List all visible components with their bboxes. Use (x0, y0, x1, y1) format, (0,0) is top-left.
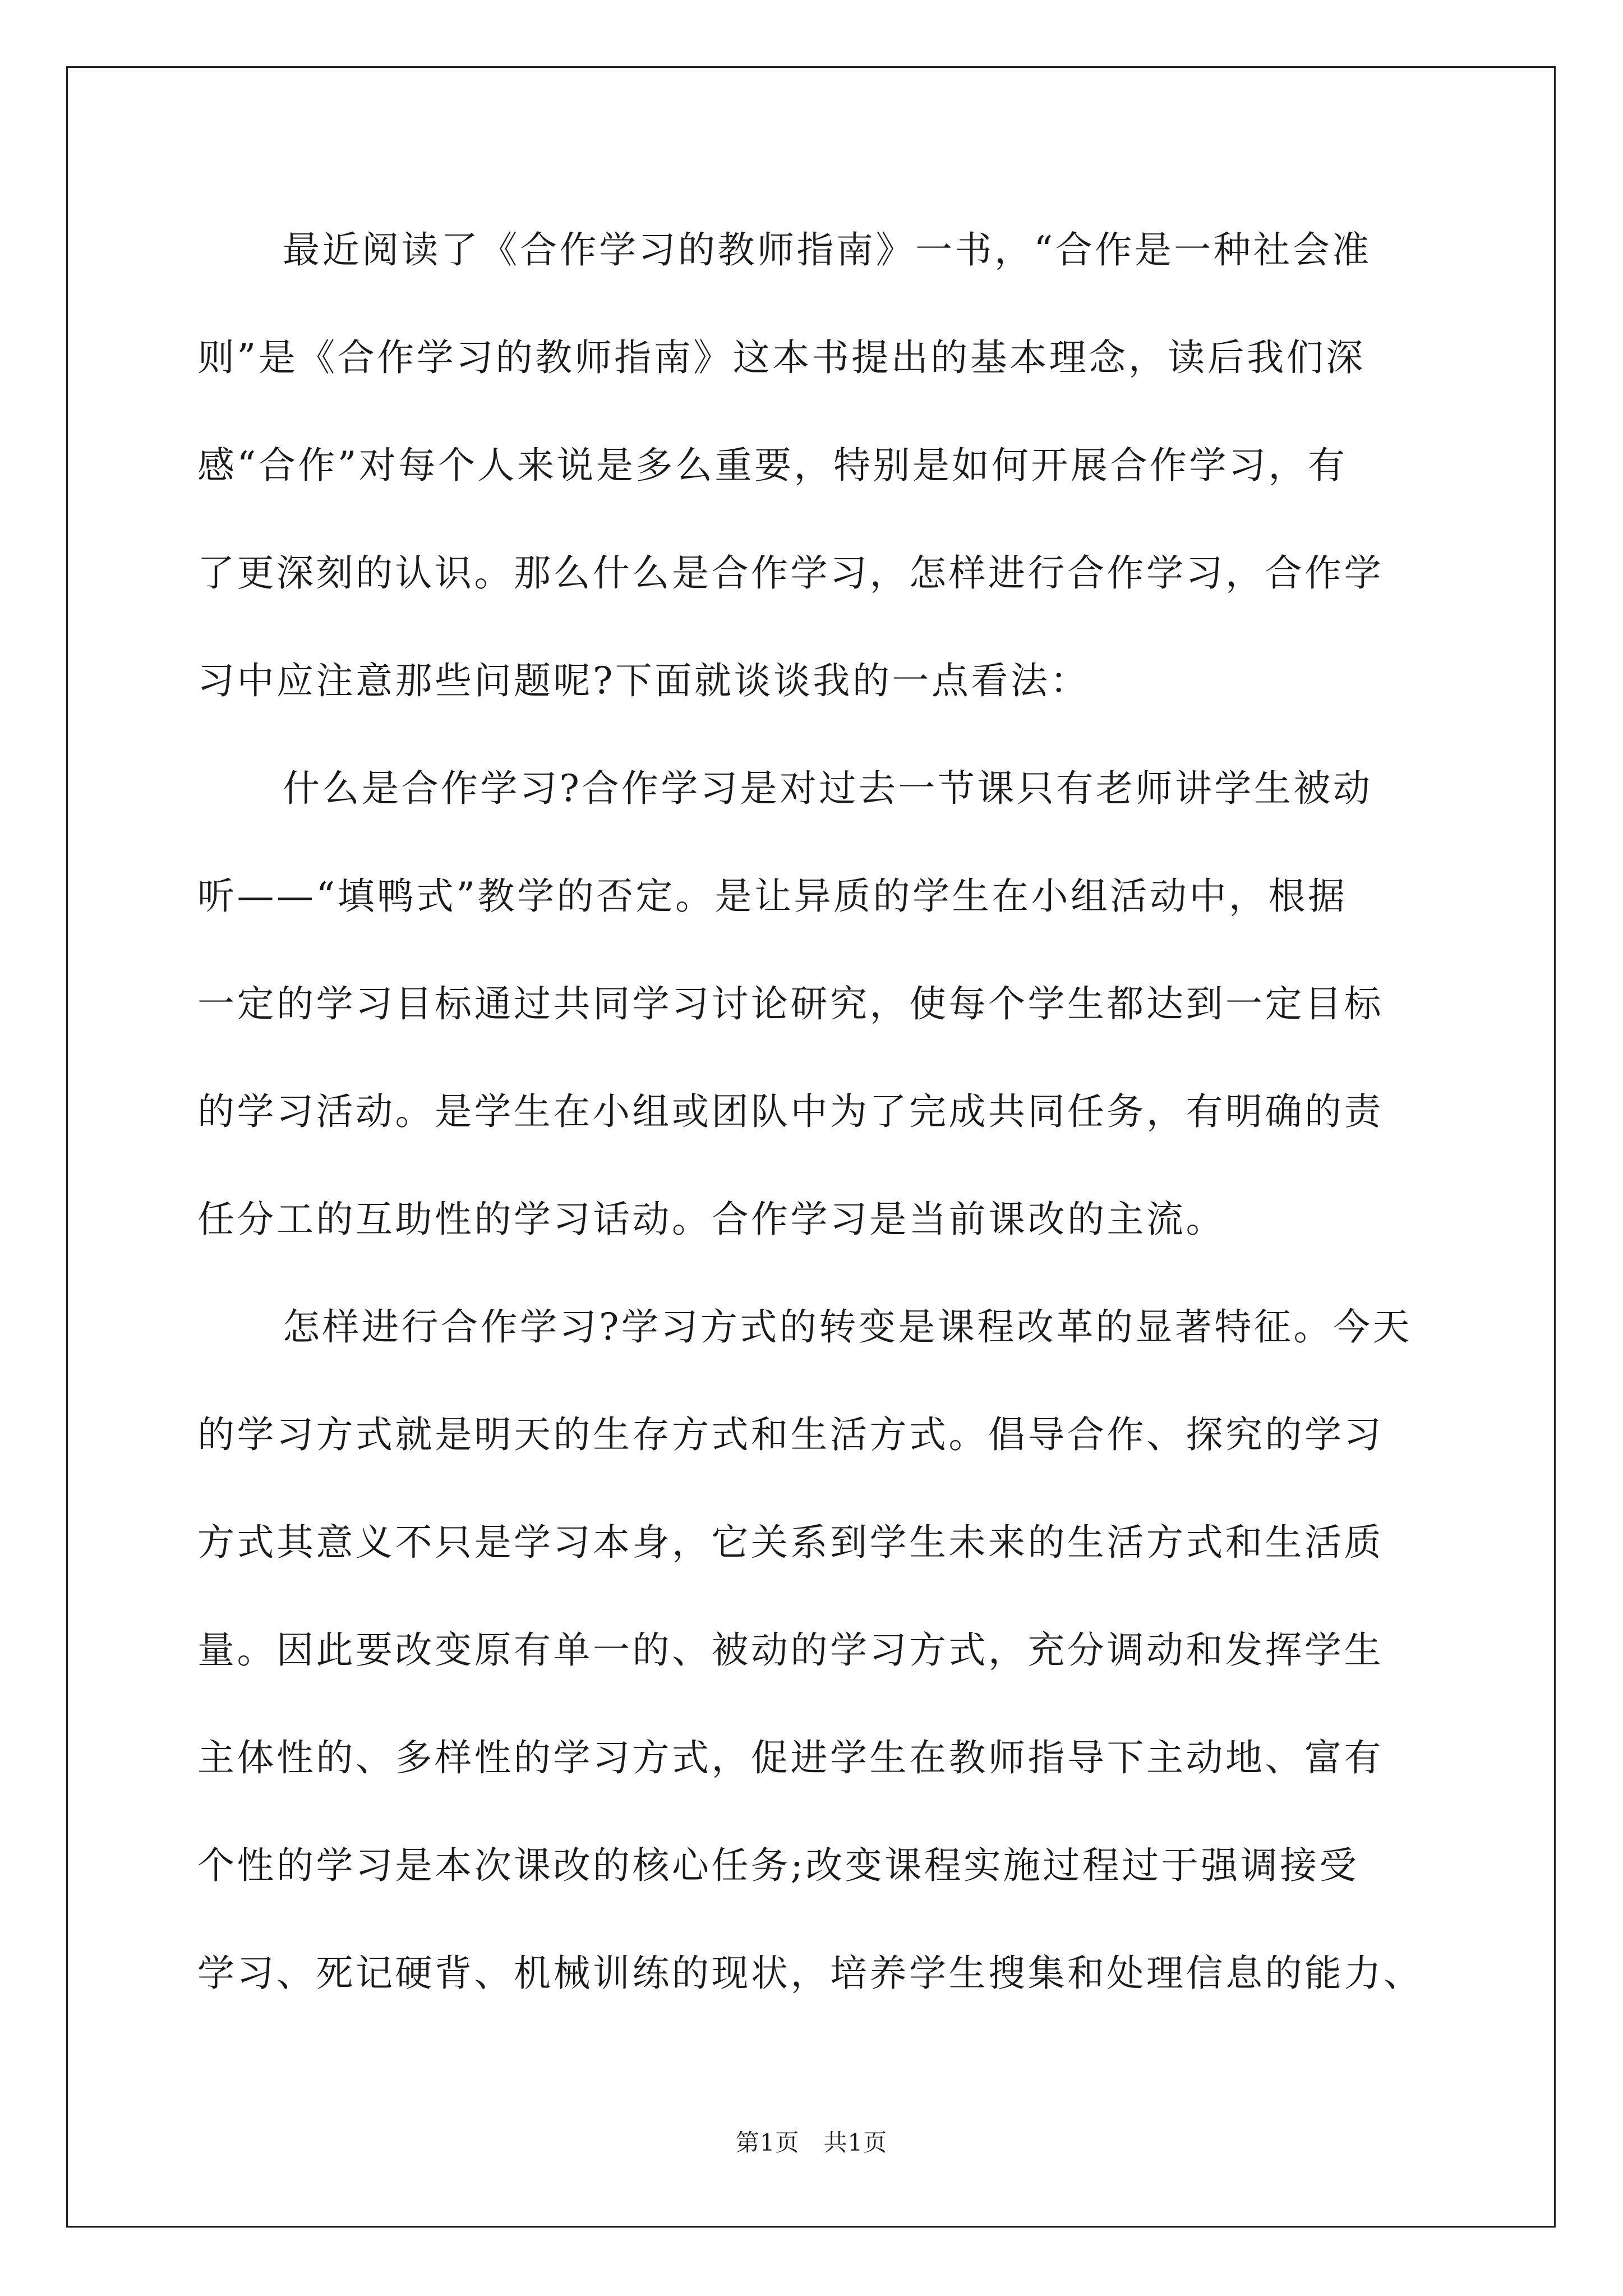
paragraph-3-line-6: 个性的学习是本次课改的核心任务;改变课程实施过程过于强调接受 (197, 1844, 1359, 1887)
paragraph-1-line-1: 最近阅读了《合作学习的教师指南》一书，“合作是一种社会准 (283, 228, 1372, 272)
paragraph-3-line-1: 怎样进行合作学习?学习方式的转变是课程改革的显著特征。今天 (283, 1305, 1412, 1349)
paragraph-1-line-5: 习中应注意那些问题呢?下面就谈谈我的一点看法： (197, 659, 1090, 702)
paragraph-2-line-4: 的学习活动。是学生在小组或团队中为了完成共同任务，有明确的责 (197, 1090, 1384, 1133)
document-body (197, 196, 1426, 2027)
paragraph-3-line-4: 量。因此要改变原有单一的、被动的学习方式，充分调动和发挥学生 (197, 1628, 1384, 1672)
paragraph-2-line-5: 任分工的互助性的学习话动。合作学习是当前课改的主流。 (197, 1198, 1225, 1241)
paragraph-3-line-7: 学习、死记硬背、机械训练的现状，培养学生搜集和处理信息的能力、 (197, 1952, 1423, 1995)
paragraph-1-line-3: 感“合作”对每个人来说是多么重要，特别是如何开展合作学习，有 (197, 444, 1348, 487)
page-number-footer: 第1页 共1页 (735, 2129, 888, 2156)
paragraph-2-line-1: 什么是合作学习?合作学习是对过去一节课只有老师讲学生被动 (283, 767, 1373, 810)
paragraph-1-line-4: 了更深刻的认识。那么什么是合作学习，怎样进行合作学习，合作学 (197, 551, 1384, 595)
paragraph-2-line-2: 听——“填鸭式”教学的否定。是让异质的学生在小组活动中，根据 (197, 875, 1348, 918)
paragraph-3-line-2: 的学习方式就是明天的生存方式和生活方式。倡导合作、探究的学习 (197, 1413, 1384, 1456)
paragraph-3-line-5: 主体性的、多样性的学习方式，促进学生在教师指导下主动地、富有 (197, 1736, 1384, 1779)
paragraph-3-line-3: 方式其意义不只是学习本身，它关系到学生未来的生活方式和生活质 (197, 1521, 1384, 1564)
paragraph-1-line-2: 则”是《合作学习的教师指南》这本书提出的基本理念，读后我们深 (197, 336, 1366, 379)
paragraph-2-line-3: 一定的学习目标通过共同学习讨论研究，使每个学生都达到一定目标 (197, 982, 1384, 1025)
